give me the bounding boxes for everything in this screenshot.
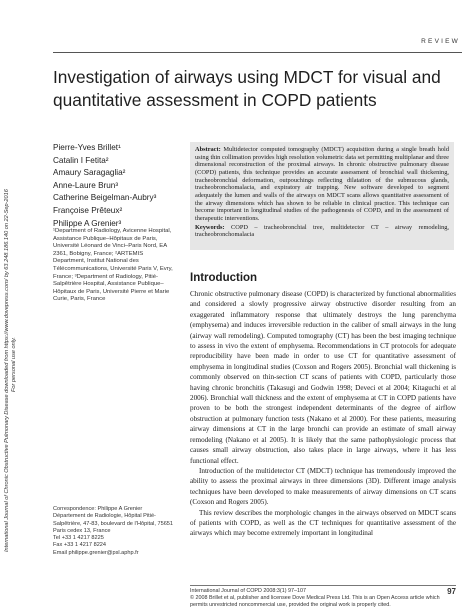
license-notice: © 2008 Brillet et al, publisher and licensee Dove Medical Press Ltd. This is an Open Access article which permits unrestricted noncommercial use, provided the original work is properly cited. [190, 595, 440, 608]
correspondence-name: Correspondence: Philippe A Grenier [53, 506, 143, 512]
article-title: Investigation of airways using MDCT for visual and quantitative assessment in COPD patients [53, 67, 441, 110]
page-number: 97 [447, 587, 456, 596]
body-paragraph: Introduction of the multidetector CT (MDCT) technique has tremendously improved the ability to assess the proximal airways in three dimensions (3D). Different image analysis techniques have been developed to make measurements of airway dimensions on CT scans (Coxson and Rogers 2005). [190, 466, 456, 507]
keywords [195, 224, 449, 239]
page-footer [190, 588, 456, 609]
correspondence-tel: Tel +33 1 4217 8225 [53, 535, 104, 542]
correspondence-fax: Fax +33 1 4217 8224 [53, 542, 107, 549]
watermark-line-2: For personal use only. [11, 337, 18, 392]
abstract-label: Abstract: [195, 146, 221, 153]
section-label: REVIEW [421, 38, 460, 45]
keywords-text: COPD – tracheobronchial tree, multidetector CT – airway remodeling, tracheobronchomalacia [195, 223, 450, 239]
author-name: Philippe A Grenier³ [53, 218, 122, 228]
correspondence-block [53, 506, 177, 557]
body-paragraph: Chronic obstructive pulmonary disease (COPD) is characterized by functional abnormalities and considered a slowly progressive airway obstructive disorder resulting from an exaggerated inflammatory response that ultimately destroys the lung parenchyma (emphysema) and induces irreversible reduction in the caliber of small airways in the lung (airway wall remodeling). Computed tomography (CT) has been the best imaging technique to assess in vivo the extent of emphysema. Recommendations in CT protocols for adequate reproducibility have been made in order to use CT for quantitative assessment of emphysema in longitudinal studies (Coxson and Rogers 2005). Bronchial wall thickening is commonly observed on thin-section CT scans of patients with COPD, particularly those having chronic bronchitis (Takasugi and Godwin 1998; Deveci et al 2004; Kitaguchi et al 2006). Bronchial wall thickness and the extent of emphysema at CT in COPD patients have proven to be both the strongest independent determinants of the degree of airflow obstruction at pulmonary function tests (Nakano et al 2000). For these patients, measuring airway dimensions at CT in the large bronchi can provide an estimate of small airway remodeling (Nakano et al 2005). It is likely that the same pathophysiologic process that causes small airway obstruction, also takes place in large airways, where it has less functional effect. [190, 290, 456, 465]
abstract-body: Multidetector computed tomography (MDCT) acquisition during a single breath hold using thin collimation provides high resolution volumetric data set permitting multiplanar and three dimensional reconstruction of the proximal airways. In chronic obstructive pulmonary disease (COPD) patients, this technique provides an accurate assessment of bronchial wall thickening, tracheobronchial deformation, outpouchings reflecting dilatation of the submucous glands, tracheobronchomalacia, and expiratory air trapping. New software developed to segment adequately the lumen and walls of the airways on MDCT scans allows quantitative assessment of the airway dimensions which has shown to be reliable in clinical practice. This technique can become important in longitudinal studies of the pathogenesis of COPD, and in the assessment of therapeutic interventions. [195, 146, 449, 222]
author-name: Amaury Saragaglia² [53, 168, 126, 178]
author-name: Catalin I Fetita² [53, 155, 109, 165]
abstract-box [190, 142, 454, 250]
author-name: Catherine Beigelman-Aubry³ [53, 193, 157, 203]
author-name: Pierre-Yves Brillet¹ [53, 143, 121, 152]
author-name: Anne-Laure Brun³ [53, 180, 119, 190]
header-divider [53, 52, 462, 53]
watermark-line-1: International Journal of Chronic Obstructive Pulmonary Disease downloaded from https://www.dovepress.com/ by 63.248.186.140 on 22-Sep-2016 [4, 189, 10, 552]
abstract-text [195, 146, 449, 223]
author-name: Françoise Prêteux² [53, 205, 123, 215]
section-heading-introduction: Introduction [190, 272, 258, 284]
download-watermark [2, 72, 36, 552]
keywords-label: Keywords: [195, 223, 225, 231]
affiliations: ¹Department of Radiology, Avicenne Hospital, Assistance Publique–Hôpitaux de Paris, Université Léonard de Vinci–Paris Nord, EA 2361, Bobigny, France; ²ARTEMIS Department, Institut National des Télécommunications, Université Paris V, Evry, France; ³Department of Radiology, Pitié-Salpêtrière Hospital, Assistance Publique–Hôpitaux de Paris, Université Pierre et Marie Curie, Paris, France [53, 228, 173, 303]
correspondence-address: Département de Radiologie, Hôpital Pitié-Salpêtrière, 47-83, boulevard de l’Hôpital, 75651 Paris cedex 13, France [53, 513, 174, 534]
author-list [53, 142, 188, 230]
journal-citation: International Journal of COPD 2008:3(1) 97–107 [190, 588, 306, 594]
body-paragraph: This review describes the morphologic changes in the airways observed on MDCT scans of patients with COPD, as well as the CT techniques for quantitative assessment of the airways which may become extremely important in longitudinal [190, 508, 456, 538]
footer-divider [190, 585, 456, 586]
introduction-body [190, 289, 456, 539]
correspondence-email[interactable]: Email philippe.grenier@psl.aphp.fr [53, 549, 139, 556]
